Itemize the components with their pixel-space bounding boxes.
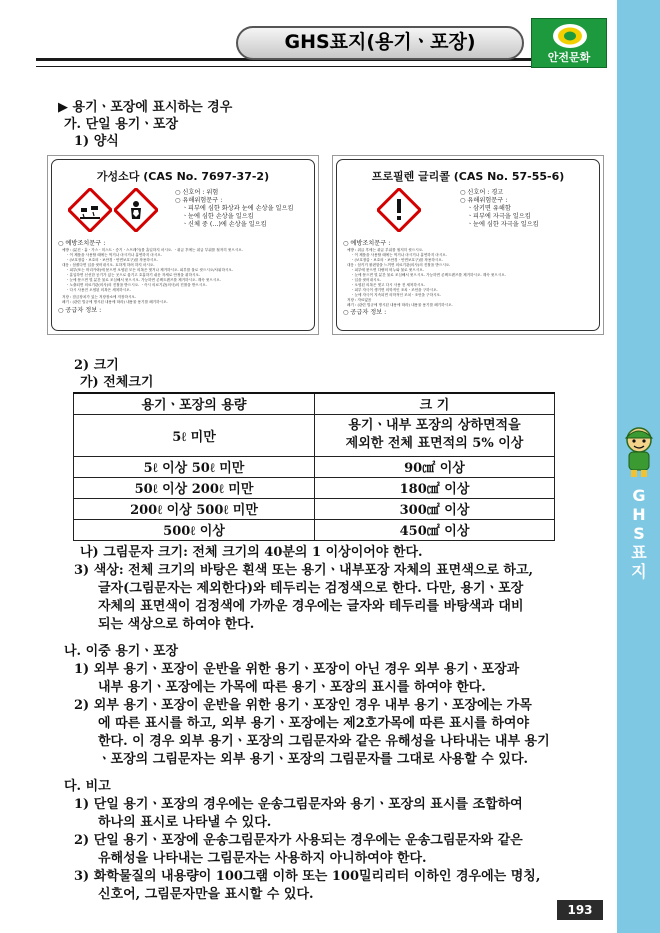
ghs-label-sample <box>47 155 319 335</box>
header-rule-thin <box>36 66 536 67</box>
item-heading: 2) 크기 <box>74 358 119 373</box>
note-text: 2) 단일 용기ㆍ포장에 운송그림문자가 사용되는 경우에는 운송그림문자와 같은 <box>74 833 523 848</box>
subsection-heading: 나. 이중 용기ㆍ포장 <box>64 644 179 659</box>
table-cell: 450㎠ 이상 <box>315 519 555 540</box>
precaution-line: ㆍ다시 사용전 오염된 의복은 세척하시오. <box>66 288 131 292</box>
precaution-line: ㆍ피부에 묻으면 다량의 비누와 물로 씻으시오. <box>351 268 424 272</box>
ghs-label-sample <box>332 155 604 335</box>
subitem-heading: 가) 전체크기 <box>80 375 154 390</box>
hazard-line: ㆍ신체 중 (…)에 손상을 일으킴 <box>182 221 267 228</box>
hazard-head: ○ 유해위험문구 : <box>460 197 508 204</box>
precaution-line: 저장 : 잠금장치가 있는 저장장소에 저장하시오. <box>62 295 137 299</box>
table-row <box>74 477 555 498</box>
dual-text: 1) 외부 용기ㆍ포장이 운반을 위한 용기ㆍ포장이 아닌 경우 외부 용기ㆍ포장과 <box>74 662 520 677</box>
dual-text: 한다. 이 경우 외부 용기ㆍ포장의 그림문자와 같은 유해성을 나타내는 내부 용기 <box>98 734 550 749</box>
table-header: 크 기 <box>315 393 555 414</box>
page-title: GHS표지(용기ㆍ포장) <box>284 31 476 53</box>
label-title: 프로필렌 글리콜 (CAS No. 57-55-6) <box>371 170 565 183</box>
pictogram-size-text: 나) 그림문자 크기: 전체 크기의 40분의 1 이상이어야 한다. <box>80 545 423 560</box>
side-char: G <box>632 486 646 505</box>
precaution-line: 대응 : 삼켰다면 입을 씻어내시오. 토하게 하려 하지 마시오. <box>62 263 155 267</box>
precaution-line: ㆍ(보호장갑ㆍ보호의ㆍ보안경ㆍ안면보호구)를 착용하시오. <box>66 258 158 262</box>
dual-text: 에 따른 표시를 하고, 외부 용기ㆍ포장에는 제2호가목에 따른 표시를 하여야 <box>98 716 530 731</box>
subsection-heading: 다. 비고 <box>64 779 111 794</box>
table-row <box>74 414 555 456</box>
label-title: 가성소다 (CAS No. 7697-37-2) <box>96 170 270 183</box>
table-cell: 180㎠ 이상 <box>315 477 555 498</box>
precaution-head: ○ 예방조치문구 : <box>58 240 106 247</box>
dual-text: ㆍ포장의 그림문자는 외부 용기ㆍ포장의 그림문자를 그대로 사용할 수 있다. <box>98 752 529 767</box>
signal-word: ○ 신호어 : 경고 <box>460 189 504 196</box>
table-cell: 300㎠ 이상 <box>315 498 555 519</box>
precaution-line: ㆍ노출되면 의료기관(의사)의 진찰을 받으시오. ㆍ즉시 의료기관(의사)의 진찰을 받으시오. <box>66 283 207 287</box>
side-tab-label <box>627 486 651 581</box>
precaution-line: 폐기 : (관련 법규에 명시된 내용에 따라) 내용물 용기를 폐기하시오. <box>347 303 453 307</box>
precaution-line: 저장 : 자료없음 <box>347 298 372 302</box>
precaution-line: ㆍ눈에 묻으면 몇 분간 물로 조심해서 씻으시오. 가능하면 콘택트렌즈를 제거하시오. 계속 씻으시오. <box>66 278 221 282</box>
dual-text: 2) 외부 용기ㆍ포장이 운반을 위한 용기ㆍ포장인 경우 내부 용기ㆍ포장에는 가목 <box>74 698 532 713</box>
signal-word: ○ 신호어 : 위험 <box>175 189 219 196</box>
precaution-line: 예방 : (분진ㆍ흄ㆍ가스ㆍ미스트ㆍ증기ㆍ스프레이)를 흡입하지 마시오. ㆍ취급 후에는 취급 부위를 철저히 씻으시오. <box>62 248 243 252</box>
hazard-line: ㆍ삼키면 유해함 <box>467 205 511 212</box>
page-number: 193 <box>557 900 603 920</box>
precaution-line: 대응 : 삼키거 불편함을 느끼면 의료기관(의사)의 진찰을 받으시오. <box>347 263 451 267</box>
item-heading: 1) 양식 <box>74 134 119 149</box>
precaution-line: 예방 : 취급 후에는 취급 부위를 철저히 씻으시오. <box>347 248 424 252</box>
hazard-line: ㆍ피부에 자극을 일으킴 <box>467 213 531 220</box>
color-text: 3) 색상: 전체 크기의 바탕은 흰색 또는 용기ㆍ내부포장 자체의 표면색으로 하고, <box>74 563 534 578</box>
subsection-heading: 가. 단일 용기ㆍ포장 <box>64 117 179 132</box>
precaution-line: ㆍ이 제품을 사용할 때에는 먹거나 마시거나 흡연하지 마시오. <box>351 253 447 257</box>
side-char: S <box>633 524 645 543</box>
precaution-line: ㆍ피부(또는 머리카락)에 묻으면 오염된 모든 의복은 벗거나 제거하시오. 피부를 물로 씻으시오/샤워하시오. <box>66 268 233 272</box>
precaution-line: ㆍ(보호장갑ㆍ보호의ㆍ보안경ㆍ안면보호구)를 착용하시오. <box>351 258 443 262</box>
table-cell: 90㎠ 이상 <box>315 456 555 477</box>
size-table <box>73 392 555 541</box>
hazard-head: ○ 유해위험문구 : <box>175 197 223 204</box>
hazard-line: ㆍ눈에 심한 손상을 일으킴 <box>182 213 254 220</box>
color-text: 되는 색상으로 하여야 한다. <box>98 617 255 632</box>
note-text: 유해성을 나타내는 그림문자는 사용하지 아니하여야 한다. <box>98 851 427 866</box>
precaution-line: ㆍ피부 자극이 생기면 의학적인 조치ㆍ조언을 구하시오. <box>351 288 438 292</box>
side-char: 표 <box>631 543 647 562</box>
color-text: 글자(그림문자는 제외한다)와 테두리는 검정색으로 한다. 다만, 용기ㆍ포장 <box>98 581 524 596</box>
corrosion-pictogram-icon <box>68 188 112 232</box>
side-char: 지 <box>631 562 647 581</box>
precaution-line: ㆍ오염된 의복은 벗고 다시 사용 전 세척하시오. <box>351 283 425 287</box>
table-cell: 500ℓ 이상 <box>74 519 315 540</box>
precaution-line: ㆍ이 제품을 사용할 때에는 먹거나 마시거나 흡연하지 마시오. <box>66 253 162 257</box>
table-cell: 50ℓ 이상 200ℓ 미만 <box>74 477 315 498</box>
table-header: 용기ㆍ포장의 용량 <box>74 393 315 414</box>
note-text: 3) 화학물질의 내용량이 100그램 이하 또는 100밀리리터 이하인 경우에는 명칭, <box>74 869 541 884</box>
table-cell: 5ℓ 미만 <box>74 414 315 456</box>
precaution-line: ㆍ입을 씻어내시오. <box>351 278 382 282</box>
exclamation-pictogram-icon <box>377 188 421 232</box>
logo-text: 안전문화 <box>547 51 591 64</box>
mascot-icon <box>620 426 658 478</box>
note-text: 신호어, 그림문자만을 표시할 수 있다. <box>98 887 314 902</box>
table-row <box>74 498 555 519</box>
precaution-line: ㆍ눈에 묻으면 몇 분간 물로 조심해서 씻으시오. 가능하면 콘택트렌즈를 제거하시오. 계속 씻으시오. <box>351 273 506 277</box>
precaution-line: ㆍ눈에 자극이 지속되면 의학적인 조치ㆍ조언을 구하시오. <box>351 293 442 297</box>
table-row <box>74 456 555 477</box>
supplier-info: ○ 공급자 정보 : <box>343 309 387 316</box>
table-header-row <box>74 393 555 414</box>
hazard-line: ㆍ피부에 심한 화상과 눈에 손상을 일으킴 <box>182 205 294 212</box>
note-text: 하나의 표시로 나타낼 수 있다. <box>98 815 272 830</box>
section-heading: ▶ 용기ㆍ포장에 표시하는 경우 <box>58 100 233 115</box>
supplier-info: ○ 공급자 정보 : <box>58 307 102 314</box>
hazard-line: ㆍ눈에 심한 자극을 일으킴 <box>467 221 539 228</box>
precaution-line: 폐기 : (관련 법규에 명시된 내용에 따라) 내용물 용기를 폐기하시오. <box>62 300 168 304</box>
note-text: 1) 단일 용기ㆍ포장의 경우에는 운송그림문자와 용기ㆍ포장의 표시를 조합하여 <box>74 797 523 812</box>
color-text: 자체의 표면색이 검정색에 가까운 경우에는 글자와 테두리를 바탕색과 대비 <box>98 599 524 614</box>
table-cell: 5ℓ 이상 50ℓ 미만 <box>74 456 315 477</box>
precaution-line: ㆍ흡입하면 신선한 공기가 있는 곳으로 옮기고 호흡하기 쉬운 자세로 안정을 취하시오. <box>66 273 201 277</box>
health-hazard-pictogram-icon <box>114 188 158 232</box>
dual-text: 내부 용기ㆍ포장에는 가목에 따른 용기ㆍ포장의 표시를 하여야 한다. <box>98 680 486 695</box>
table-cell: 200ℓ 이상 500ℓ 미만 <box>74 498 315 519</box>
table-cell: 용기ㆍ내부 포장의 상하면적을 제외한 전체 표면적의 5% 이상 <box>315 414 555 456</box>
side-char: H <box>632 505 646 524</box>
table-row <box>74 519 555 540</box>
precaution-head: ○ 예방조치문구 : <box>343 240 391 247</box>
